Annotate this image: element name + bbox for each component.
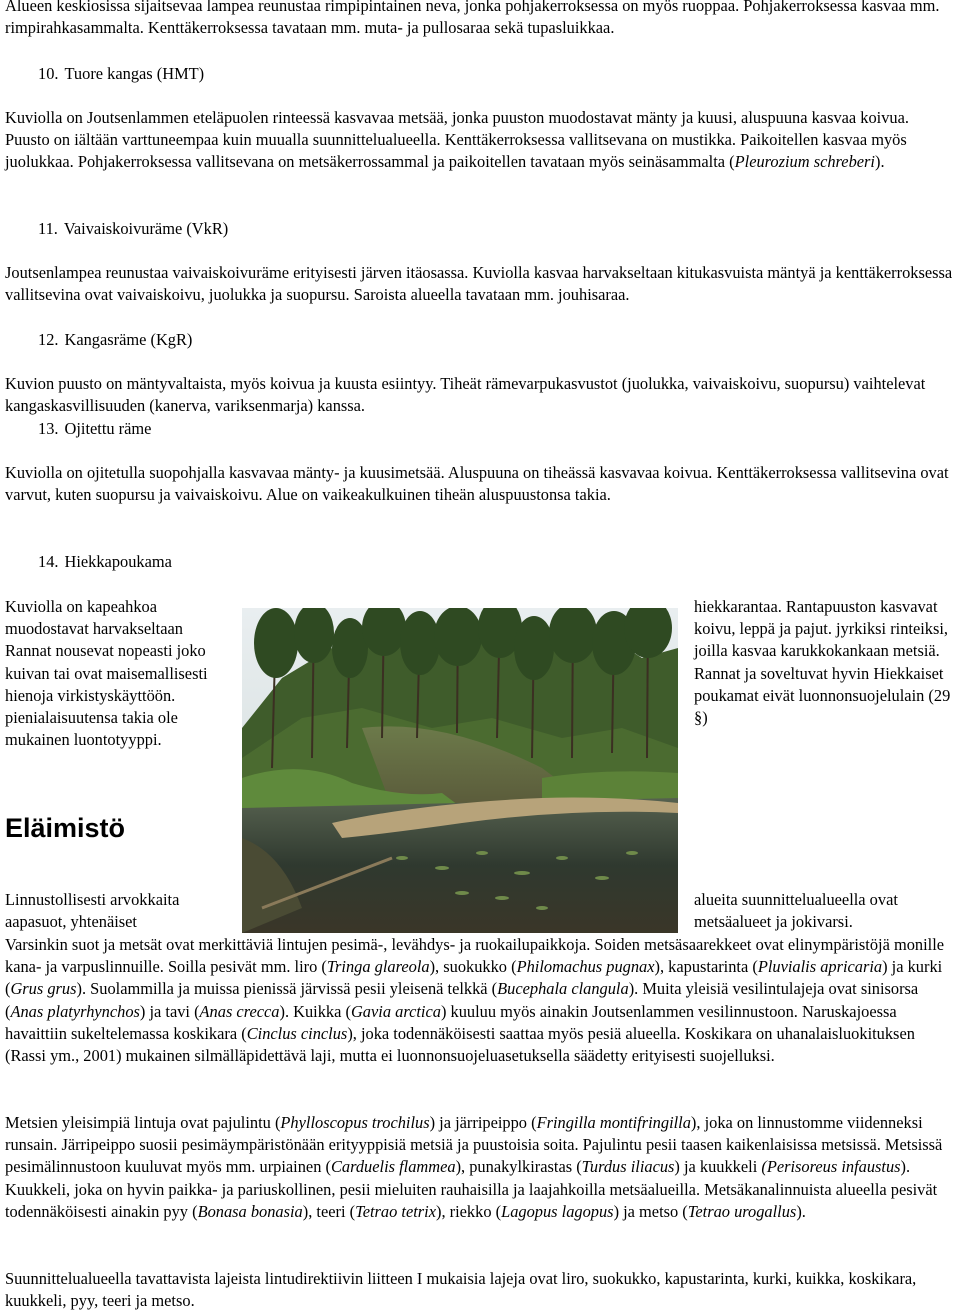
p-forest-run: ) ja metso (: [613, 1201, 688, 1221]
p13-run: Kuviolla on ojitetulla suopohjalla kasvavaa mänty- ja kuusimetsää. Aluspuuna on tiheässä kasvavaa koivua. Kenttäkerroksessa vallitsevina ovat varvut, kuten suopursu ja vaivaiskoivu. Alue on vaikeakulkuinen tiheän aluspuustonsa takia.: [5, 463, 949, 505]
paragraph-11: [5, 262, 955, 306]
column-birds-left: [5, 889, 241, 933]
column-14-right: [694, 596, 956, 729]
p10-run: Kuviolla on Joutsenlammen eteläpuolen rinteessä kasvavaa metsää, jonka puuston muodostavat mänty ja kuusi, aluspuuna kasvaa koivua. Puusto on iältään varttuneempaa kuin muualla suunnittelualueella. Kenttäkerroksessa vallitsevana on mustikka. Paikoitellen kasvaa myös juolukkaa. Pohjakerroksessa vallitsevana on metsäkerrossammal ja paikoitellen tavataan myös seinäsammalta (: [5, 108, 909, 172]
p-birds-run: ), kapustarinta (: [654, 957, 758, 977]
p-birds-run: ), joka todennäköisesti saattaa myös pesiä alueella. Koskikara on uhanalaisluokituksen (Rassi ym., 2001) mukainen silmälläpidettävä laji, mutta ei luonnonsuojeluasetuksella säädetty erityisesti suojelluksi.: [5, 1023, 915, 1066]
p-birds-run: ). Suolammilla ja muissa pienissä järvissä pesii yleisenä telkkä (: [76, 979, 498, 999]
heading-14: [38, 551, 172, 573]
col-birds-left-run: Linnustollisesti arvokkaita aapasuot, yhtenäiset: [5, 890, 180, 932]
p-birds-run: Gavia arctica: [350, 1001, 441, 1021]
p-birds-run: ). Muita yleisiä vesilintulajeja ovat sinisorsa (: [5, 979, 919, 1021]
p-forest-run: (Perisoreus infaustus: [761, 1157, 901, 1177]
paragraph-intro: [5, 0, 955, 39]
paragraph-13: [5, 462, 955, 506]
heading-10: [38, 63, 204, 85]
heading-14-title: Hiekkapoukama: [64, 552, 172, 571]
p-forest-run: ), riekko (: [435, 1201, 502, 1221]
heading-12: [38, 329, 192, 351]
lake-photo: [242, 608, 678, 933]
p-forest-run: ), teeri (: [302, 1201, 356, 1221]
column-birds-right: [694, 889, 956, 933]
heading-10-number: 10.: [38, 64, 59, 83]
heading-13: [38, 418, 151, 440]
p-birds-run: ), suokukko (: [429, 957, 517, 977]
paragraph-forest-birds: [5, 1112, 955, 1223]
p-birds-run: Anas crecca: [199, 1001, 280, 1021]
p-birds-run: Tringa glareola: [326, 957, 430, 977]
p-forest-run: ) ja kuukkeli: [674, 1157, 762, 1177]
p-forest-run: ), punakylkirastas (: [455, 1157, 582, 1177]
p-intro-run: Alueen keskiosissa sijaitsevaa lampea reunustaa rimpipintainen neva, jonka pohjakerroksessa on myös ruoppaa. Pohjakerroksessa kasvaa mm. rimpirahkasammalta. Kenttäkerroksessa tavataan mm. muta- ja pullosaraa sekä tupasluikkaa.: [5, 0, 940, 38]
p-forest-run: ). Kuukkeli, joka on hyvin paikka- ja pariuskollinen, pesii mieluiten rauhaisilla ja laajahkoilla metsäalueilla. Metsäkanalinnuista alueella pesivät todennäköisesti ainakin pyy (: [5, 1157, 938, 1221]
p-forest-run: Metsien yleisimpiä lintuja ovat pajulintu (: [5, 1113, 281, 1132]
paragraph-directive: [5, 1268, 955, 1312]
heading-11-number: 11.: [38, 219, 58, 238]
p-birds-run: Anas platyrhynchos: [10, 1001, 140, 1021]
p-forest-run: Lagopus lagopus: [501, 1201, 614, 1221]
heading-11: [38, 218, 228, 240]
heading-13-title: Ojitettu räme: [64, 419, 152, 438]
col14-left-run: Kuviolla on kapeahkoa muodostavat harvakseltaan Rannat nousevat nopeasti joko kuivan tai ovat maisemallisesti hienoja virkistyskäyttöön. pienialaisuutensa takia ole mukainen luontotyyppi.: [5, 597, 208, 750]
p-birds-run: ) ja tavi (: [139, 1001, 200, 1021]
heading-10-title: Tuore kangas (HMT): [64, 64, 205, 83]
p-birds-run: Grus grus: [10, 979, 77, 999]
p10-run: Pleurozium schreberi: [734, 152, 875, 172]
p-directive-run: Suunnittelualueella tavattavista lajeista lintudirektiivin liitteen I mukaisia lajeja ovat liro, suokukko, kapustarinta, kurki, kuikka, koskikara, kuukkeli, pyy, teeri ja metso.: [5, 1269, 917, 1311]
column-14-left: [5, 596, 230, 751]
p-forest-run: ).: [796, 1201, 806, 1221]
p-birds-run: ) kuuluu myös ainakin Joutsenlammen vesilinnustoon. Naruskajoessa havaittiin sukeltelemassa koskikara (: [5, 1001, 897, 1043]
p-birds-run: Cinclus cinclus: [246, 1023, 348, 1043]
p-forest-run: Phylloscopus trochilus: [280, 1113, 430, 1132]
p-birds-run: ). Kuikka (: [279, 1001, 351, 1021]
p-forest-run: Fringilla montifringilla: [536, 1113, 691, 1132]
p-birds-run: Pluvialis apricaria: [757, 957, 883, 977]
heading-12-number: 12.: [38, 330, 59, 349]
paragraph-10: [5, 107, 955, 174]
p-birds-run: Philomachus pugnax: [516, 957, 655, 977]
lake-photo-graphic: [242, 608, 678, 933]
heading-13-number: 13.: [38, 419, 59, 438]
paragraph-12: [5, 373, 955, 417]
col14-right-run: hiekkarantaa. Rantapuuston kasvavat koivu, leppä ja pajut. jyrkiksi rinteiksi, joilla kasvaa karukkokankaan metsiä. Rannat ja soveltuvat hyvin Hiekkaiset poukamat eivät luonnonsuojelulain (29 §): [694, 597, 951, 728]
p-forest-run: Tetrao tetrix: [355, 1201, 436, 1221]
paragraph-birds: [5, 934, 955, 1067]
heading-12-title: Kangasräme (KgR): [64, 330, 193, 349]
p-forest-run: Tetrao urogallus: [687, 1201, 797, 1221]
p-forest-run: Turdus iliacus: [581, 1157, 675, 1177]
p11-run: Joutsenlampea reunustaa vaivaiskoivuräme erityisesti järven itäosassa. Kuviolla kasvaa harvakseltaan kitukasvuista mäntyä ja kenttäkerroksessa vallitsevina ovat vaivaiskoivu, juolukka ja suopursu. Saroista alueella tavataan mm. jouhisaraa.: [5, 263, 953, 305]
heading-11-title: Vaivaiskoivuräme (VkR): [63, 219, 229, 238]
p-forest-run: ), joka on linnustomme viidenneksi runsain. Järripeippo suosii pesimäympäristönään erityyppisiä metsiä ja puustoisia soita. Pajulintu pesii taasen kaikenlaisissa metsissä. Metsissä pesimälinnustoon kuuluvat myös mm. urpiainen (: [5, 1113, 943, 1177]
heading-14-number: 14.: [38, 552, 59, 571]
section-title: Eläimistö: [5, 813, 126, 843]
p-birds-run: Varsinkin suot ja metsät ovat merkittäviä lintujen pesimä-, levähdys- ja ruokailupaikkoja. Soiden metsäsaarekkeet ovat elinympäristöjä monille kana- ja varpuslinnuille. Soilla pesivät mm. liro (: [5, 935, 945, 977]
p10-run: ).: [875, 152, 885, 172]
p12-run: Kuvion puusto on mäntyvaltaista, myös koivua ja kuusta esiintyy. Tiheät rämevarpukasvustot (juolukka, vaivaiskoivu, suopursu) vaihtelevat kangaskasvillisuuden (kanerva, variksenmarja) kanssa.: [5, 374, 926, 416]
p-birds-run: Bucephala clangula: [497, 979, 629, 999]
p-forest-run: Bonasa bonasia: [197, 1201, 303, 1221]
p-birds-run: ) ja kurki (: [5, 957, 943, 999]
p-forest-run: Carduelis flammea: [330, 1157, 456, 1177]
p-forest-run: ) ja järripeippo (: [429, 1113, 537, 1132]
col-birds-right-run: alueita suunnittelualueella ovat metsäalueet ja jokivarsi.: [694, 890, 898, 932]
